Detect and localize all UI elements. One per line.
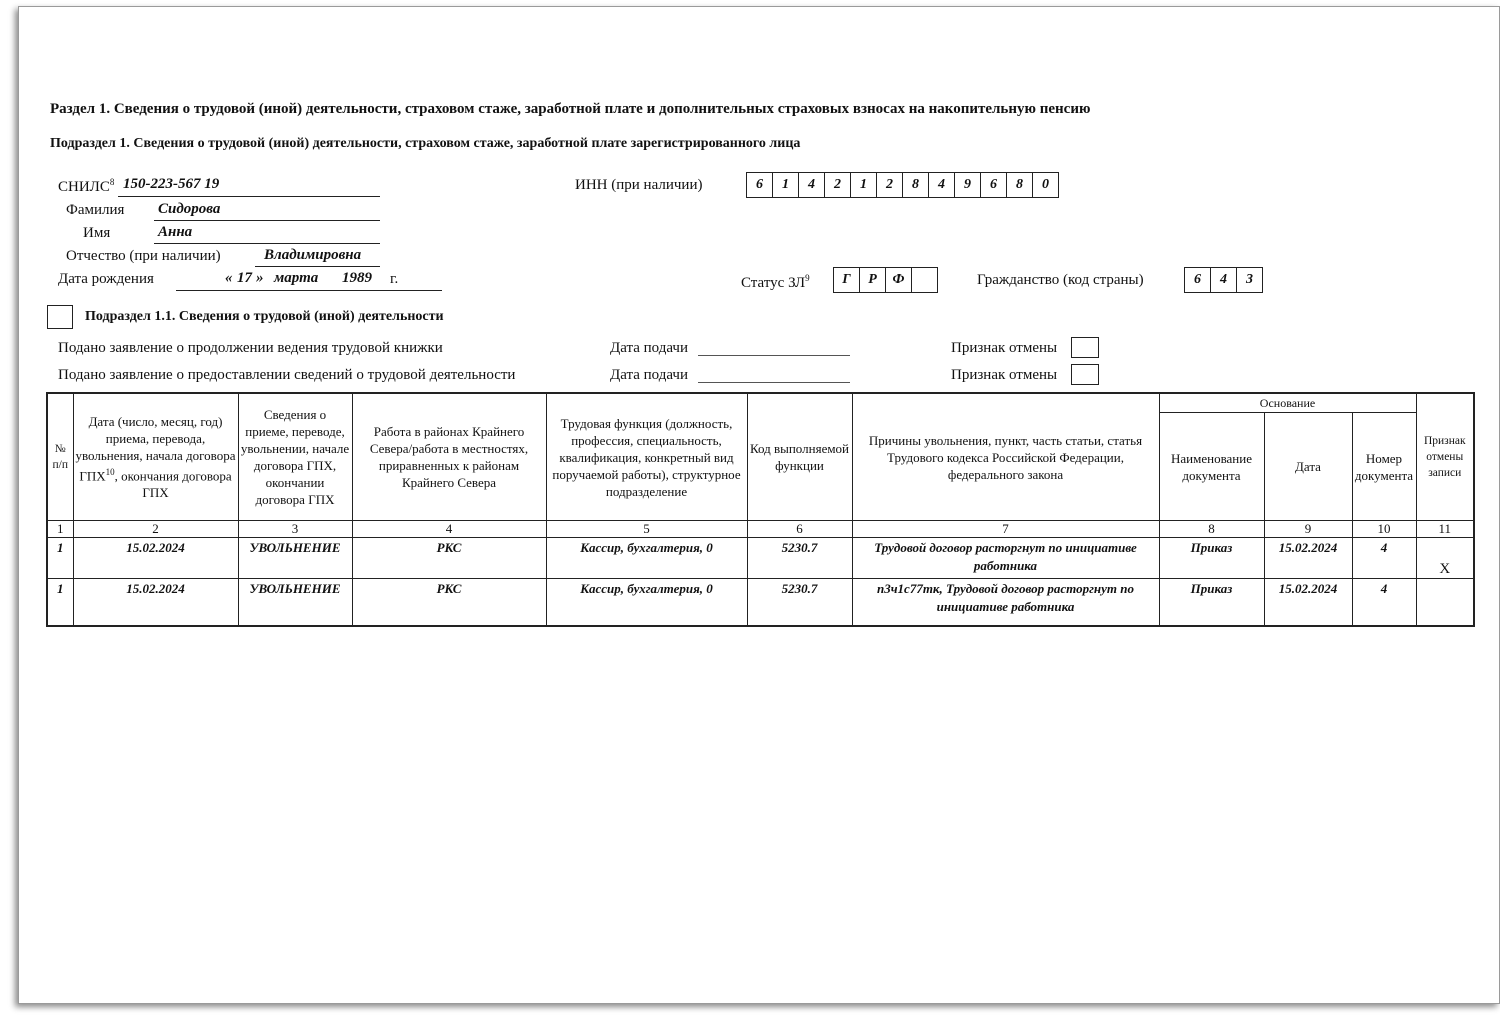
statement-2-cancel-label: Признак отмены <box>951 367 1058 383</box>
subsection-title: Подраздел 1. Сведения о трудовой (иной) деятельности, страховом стаже, заработной плате зарегистрированного лица <box>50 136 801 151</box>
inn-digit: 1 <box>851 173 877 197</box>
col-number: 1 <box>47 521 73 538</box>
status-label: Статус $ЗЛ^9$ <box>741 273 810 291</box>
row-event: УВОЛЬНЕНИЕ <box>238 538 352 579</box>
surname-value: Сидорова <box>158 201 221 217</box>
col-header-doc-date: Дата <box>1264 413 1352 521</box>
subsection-1-1-title: Подраздел 1.1. Сведения о трудовой (иной) деятельности <box>85 309 444 324</box>
col-number: 7 <box>852 521 1159 538</box>
status-cells <box>833 267 938 293</box>
status-cell <box>912 268 937 292</box>
col-header-num: № п/п <box>47 393 73 521</box>
col-header-function: Трудовая функция (должность, профессия, специальность, квалификация, конкретный вид поручаемой работы), структурное подразделение <box>546 393 747 521</box>
row-cancel-mark <box>1416 579 1474 627</box>
birth-day: 17 <box>237 270 252 286</box>
row-code: 5230.7 <box>747 538 852 579</box>
statement-2-date-label: Дата подачи <box>610 367 689 383</box>
col-number: 3 <box>238 521 352 538</box>
row-doc-date: 15.02.2024 <box>1264 579 1352 627</box>
col-number: 6 <box>747 521 852 538</box>
col-number: 4 <box>352 521 546 538</box>
name-label: Имя <box>83 225 111 241</box>
labor-activity-table <box>46 392 1475 627</box>
birth-label: Дата рождения <box>58 271 154 287</box>
inn-cells <box>746 172 1059 198</box>
row-function: Кассир, бухгалтерия, 0 <box>546 538 747 579</box>
statement-2-label: Подано заявление о предоставлении сведений о трудовой деятельности <box>58 367 516 383</box>
inn-digit: 4 <box>799 173 825 197</box>
col-header-reason: Причины увольнения, пункт, часть статьи, статья Трудового кодекса Российской Федерации, федерального закона <box>852 393 1159 521</box>
col-header-doc-num: Номер документа <box>1352 413 1416 521</box>
citizenship-label: Гражданство (код страны) <box>977 272 1144 288</box>
table-row <box>47 579 1474 627</box>
status-cell: Ф <box>886 268 912 292</box>
inn-digit: 9 <box>955 173 981 197</box>
col-header-basis: Основание <box>1159 393 1416 413</box>
inn-digit: 8 <box>903 173 929 197</box>
name-value: Анна <box>158 224 193 240</box>
citizenship-cell: 3 <box>1246 272 1253 287</box>
inn-digit: 8 <box>1007 173 1033 197</box>
col-header-doc-name: Наименование документа <box>1159 413 1264 521</box>
col-header-code: Код выполняемой функции <box>747 393 852 521</box>
row-cancel-mark: X <box>1416 538 1474 579</box>
row-reason: п3ч1с77тк, Трудовой договор расторгнут по инициативе работника <box>852 579 1159 627</box>
inn-digit: 6 <box>747 173 773 197</box>
statement-1-cancel-label: Признак отмены <box>951 340 1058 356</box>
table-row <box>47 538 1474 579</box>
col-header-north: Работа в районах Крайнего Севера/работа в местностях, приравненных к районам Крайнего Севера <box>352 393 546 521</box>
patronymic-label: Отчество (при наличии) <box>66 248 221 264</box>
col-header-date: Дата (число, месяц, год) приема, перевода, увольнения, начала договора ГПХ$^{10}$, окончания договора ГПХ <box>73 393 238 521</box>
col-number: 5 <box>546 521 747 538</box>
inn-digit: 2 <box>825 173 851 197</box>
col-header-event: Сведения о приеме, переводе, увольнении, начале договора ГПХ, окончании договора ГПХ <box>238 393 352 521</box>
birth-year-suffix: г. <box>390 271 399 287</box>
inn-digit: 0 <box>1042 177 1049 192</box>
row-doc-num: 4 <box>1352 579 1416 627</box>
row-doc-name: Приказ <box>1159 579 1264 627</box>
status-cell: Г <box>834 268 860 292</box>
row-doc-date: 15.02.2024 <box>1264 538 1352 579</box>
birth-year: 1989 <box>342 270 372 286</box>
col-number: 10 <box>1352 521 1416 538</box>
statement-1-date-label: Дата подачи <box>610 340 689 356</box>
row-north: РКС <box>352 538 546 579</box>
col-header-cancel: Признак отмены записи <box>1416 393 1474 521</box>
statement-2-date-field[interactable] <box>698 382 850 383</box>
col-number: 11 <box>1416 521 1474 538</box>
birth-close-quote: » <box>256 270 264 286</box>
row-num: 1 <box>47 579 73 627</box>
birth-underline <box>176 290 442 291</box>
row-num: 1 <box>47 538 73 579</box>
status-cell: Р <box>860 268 886 292</box>
row-date: 15.02.2024 <box>73 538 238 579</box>
surname-underline <box>154 220 380 221</box>
col-number: 8 <box>1159 521 1264 538</box>
snils-underline <box>118 196 380 197</box>
patronymic-value: Владимировна <box>264 247 362 263</box>
statement-1-label: Подано заявление о продолжении ведения трудовой книжки <box>58 340 443 356</box>
row-north: РКС <box>352 579 546 627</box>
row-doc-num: 4 <box>1352 538 1416 579</box>
citizenship-cell: 4 <box>1211 268 1237 292</box>
row-code: 5230.7 <box>747 579 852 627</box>
birth-open-quote: « <box>225 270 233 286</box>
col-number: 9 <box>1264 521 1352 538</box>
patronymic-underline <box>255 266 380 267</box>
birth-month: марта <box>274 270 319 286</box>
snils-value: 150-223-567 19 <box>123 176 220 192</box>
name-underline <box>154 243 380 244</box>
statement-1-cancel-checkbox[interactable] <box>1071 337 1099 358</box>
subsection-1-1-checkbox[interactable] <box>47 305 73 329</box>
citizenship-cell: 6 <box>1185 268 1211 292</box>
inn-digit: 4 <box>929 173 955 197</box>
section-title: Раздел 1. Сведения о трудовой (иной) деятельности, страховом стаже, заработной плате и дополнительных страховых взносах на накопительную пенсию <box>50 101 1091 117</box>
col-number: 2 <box>73 521 238 538</box>
row-reason: Трудовой договор расторгнут по инициативе работника <box>852 538 1159 579</box>
citizenship-cells <box>1184 267 1263 293</box>
statement-2-cancel-checkbox[interactable] <box>1071 364 1099 385</box>
row-date: 15.02.2024 <box>73 579 238 627</box>
row-doc-name: Приказ <box>1159 538 1264 579</box>
statement-1-date-field[interactable] <box>698 355 850 356</box>
row-event: УВОЛЬНЕНИЕ <box>238 579 352 627</box>
snils-label: СНИЛС$^8$ <box>58 177 115 195</box>
inn-digit: 6 <box>981 173 1007 197</box>
inn-label: ИНН (при наличии) <box>575 177 703 193</box>
row-function: Кассир, бухгалтерия, 0 <box>546 579 747 627</box>
inn-digit: 1 <box>773 173 799 197</box>
surname-label: Фамилия <box>66 202 125 218</box>
inn-digit: 2 <box>877 173 903 197</box>
